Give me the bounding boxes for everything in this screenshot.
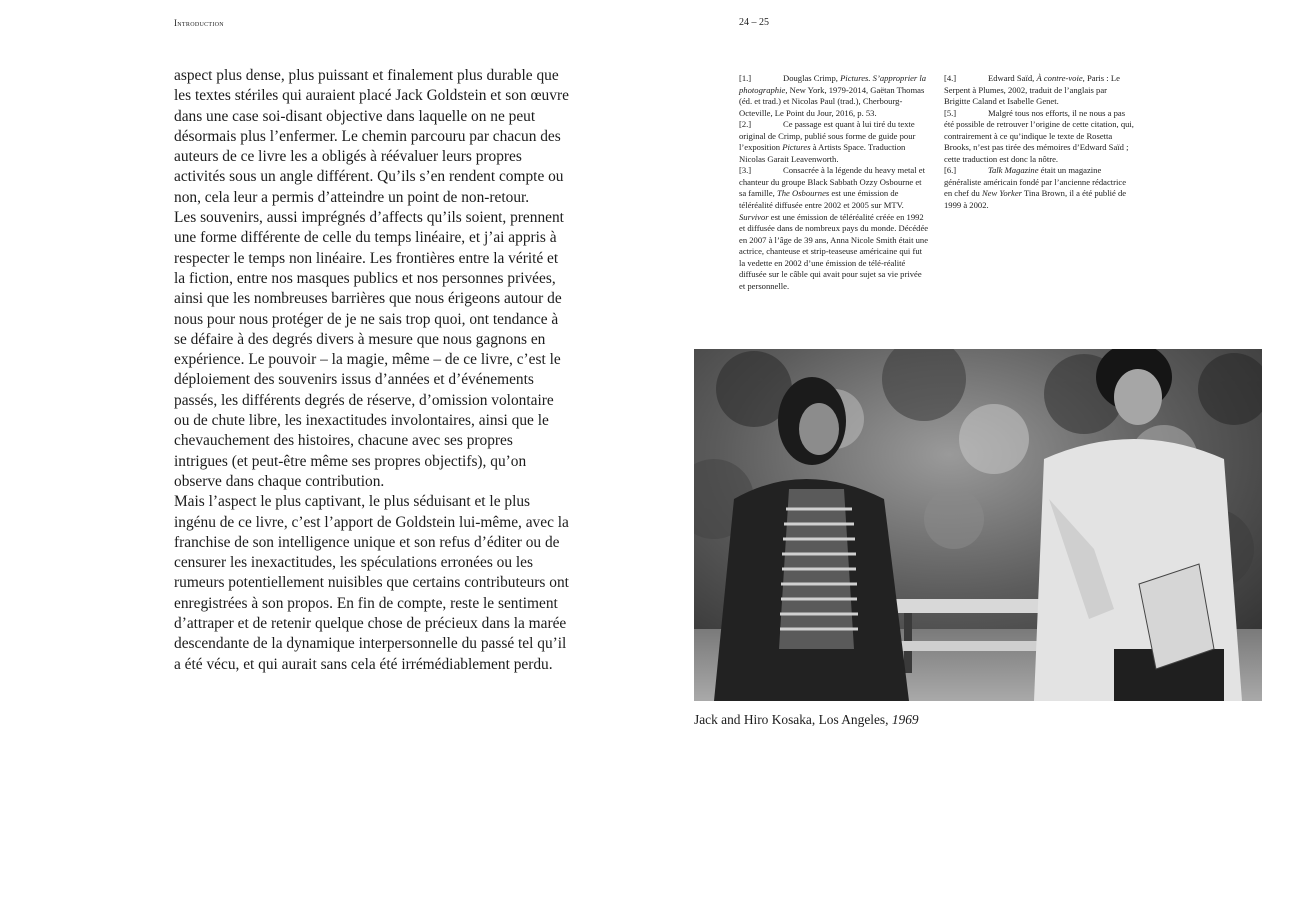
endnote-text: Ce passage est quant à lui tiré du texte original de Crimp, publié sous forme de guide pour l’exposition [739, 119, 916, 153]
photograph [694, 349, 1262, 701]
endnote-title: À contre-voie [1036, 73, 1083, 83]
endnote-text: Douglas Crimp, [783, 73, 841, 83]
endnote-text: , New York, 1979-2014, Gaëtan Thomas (éd. et trad.) et Nicolas Paul (trad.), Cherbourg-Octeville, Le Point du Jour, 2016, p. 53. [739, 84, 925, 118]
endnote-number: [2.] [739, 119, 752, 130]
paragraph: Les souvenirs, aussi imprégnés d’affects qu’ils soient, prennent une forme différente de celle du temps linéaire, et j’ai appris à respecter le temps non linéaire. Les frontières entre la vérité et la fiction, entre nos masques publics et nos personnes privées, ainsi que les nombreuses barrières que nous érigeons autour de nous pour nous protéger de je ne sais trop quoi, ont tendance à se défaire à des degrés divers à mesure que nous gagnons en expérience. Le pouvoir – la magie, même – de ce livre, c’est le déploiement des souvenirs issus d’années et d’événements passés, les différents degrés de réserve, d’omission volontaire ou de chute libre, les inexactitudes involontaires, ainsi que le chevauchement des histoires, chacune avec ses propres intrigues (et peut-être même ses propres objectifs), qu’on observe dans chaque contribution. [174, 209, 564, 490]
endnote-title: Talk Magazine [988, 165, 1039, 176]
endnote-text: Edward Saïd, [988, 73, 1037, 83]
endnote-text: à Artists Space. Traduction Nicolas Garait Leavenworth. [739, 142, 906, 164]
endnote-text: est une émission de téléréalité diffusée entre 2002 et 2005 sur MTV. [739, 188, 904, 211]
endnotes-column-left [739, 73, 929, 292]
endnote [944, 108, 1134, 166]
endnote-title: The Osbournes [776, 188, 830, 199]
endnote [739, 165, 929, 292]
endnote-number: [6.] [944, 165, 957, 176]
endnote [944, 73, 1134, 108]
body-text [174, 66, 569, 675]
endnote [944, 165, 1134, 211]
endnote-number: [5.] [944, 107, 957, 118]
running-head: Introduction [174, 18, 224, 28]
photograph-illustration [694, 349, 1262, 701]
endnote-number: [3.] [739, 165, 752, 176]
endnote-number: [4.] [944, 73, 957, 83]
paragraph: aspect plus dense, plus puissant et finalement plus durable que les textes stériles qui auraient placé Jack Goldstein et son œuvre dans une case soi-disant objective dans laquelle on ne peut désormais plus l’enfermer. Le chemin parcouru par chacun des auteurs de ce livre les a obligés à réévaluer leurs propres activités sous un angle différent. Qu’ils s’en rendent compte ou non, cela leur a permis d’atteindre un point de non-retour. [174, 67, 569, 206]
endnotes-column-right [944, 73, 1134, 212]
endnote-number: [1.] [739, 73, 752, 83]
endnote-title: Pictures [782, 142, 811, 153]
caption-year: 1969 [891, 712, 919, 727]
caption-text: Jack and Hiro Kosaka, Los Angeles, [694, 712, 892, 727]
endnote-text: Malgré tous nos efforts, il ne nous a pas été possible de retrouver l’origine de cette citation, qui, contrairement à ce qu’indique le texte de Rosetta Brooks, n’est pas tirée des mémoires d’Edward Saïd ; cette traduction est donc la nôtre. [944, 107, 1134, 164]
endnote-title: Pictures. S’approprier la photographie [739, 73, 927, 95]
figure-caption [694, 712, 919, 728]
endnote-text: Consacrée à la légende du heavy metal et chanteur du groupe Black Sabbath Ozzy Osbourne et sa famille, [739, 165, 925, 199]
endnote [739, 119, 929, 165]
endnote-title: Survivor [739, 211, 769, 222]
paragraph: Mais l’aspect le plus captivant, le plus séduisant et le plus ingénu de ce livre, c’est l’apport de Goldstein lui-même, avec la franchise de son intelligence unique et son refus d’éditer ou de censurer les inexactitudes, les spéculations erronées ou les rumeurs potentiellement nuisibles que certains contributeurs ont enregistrées à son propos. En fin de compte, reste le sentiment d’attraper et de retenir quelque chose de précieux dans la marée descendante de la dynamique interpersonnelle du passé tel qu’il a été vécu, et qui aurait sans cela été irrémédiablement perdu. [174, 493, 569, 673]
endnote-text: , Paris : Le Serpent à Plumes, 2002, traduit de l’anglais par Brigitte Caland et Isabelle Genet. [944, 73, 1120, 107]
page-numbers: 24 – 25 [739, 17, 769, 28]
endnote-text: était un magazine généraliste américain fondé par l’ancienne rédactrice en chef du [944, 165, 1127, 199]
endnote [739, 73, 929, 119]
endnote-title: New Yorker [981, 188, 1022, 199]
endnote-text: est une émission de téléréalité créée en 1992 et diffusée dans de nombreux pays du monde. Décédée en 2007 à l’âge de 39 ans, Anna Nicole Smith était une actrice, chanteuse et strip-teaseuse américaine qui fut la vedette en 2002 d’une émission de télé-réalité diffusée sur le câble qui avait pour sujet sa vie privée et personnelle. [739, 211, 929, 291]
endnote-text: Tina Brown, il a été publié de 1999 à 2002. [944, 188, 1127, 211]
